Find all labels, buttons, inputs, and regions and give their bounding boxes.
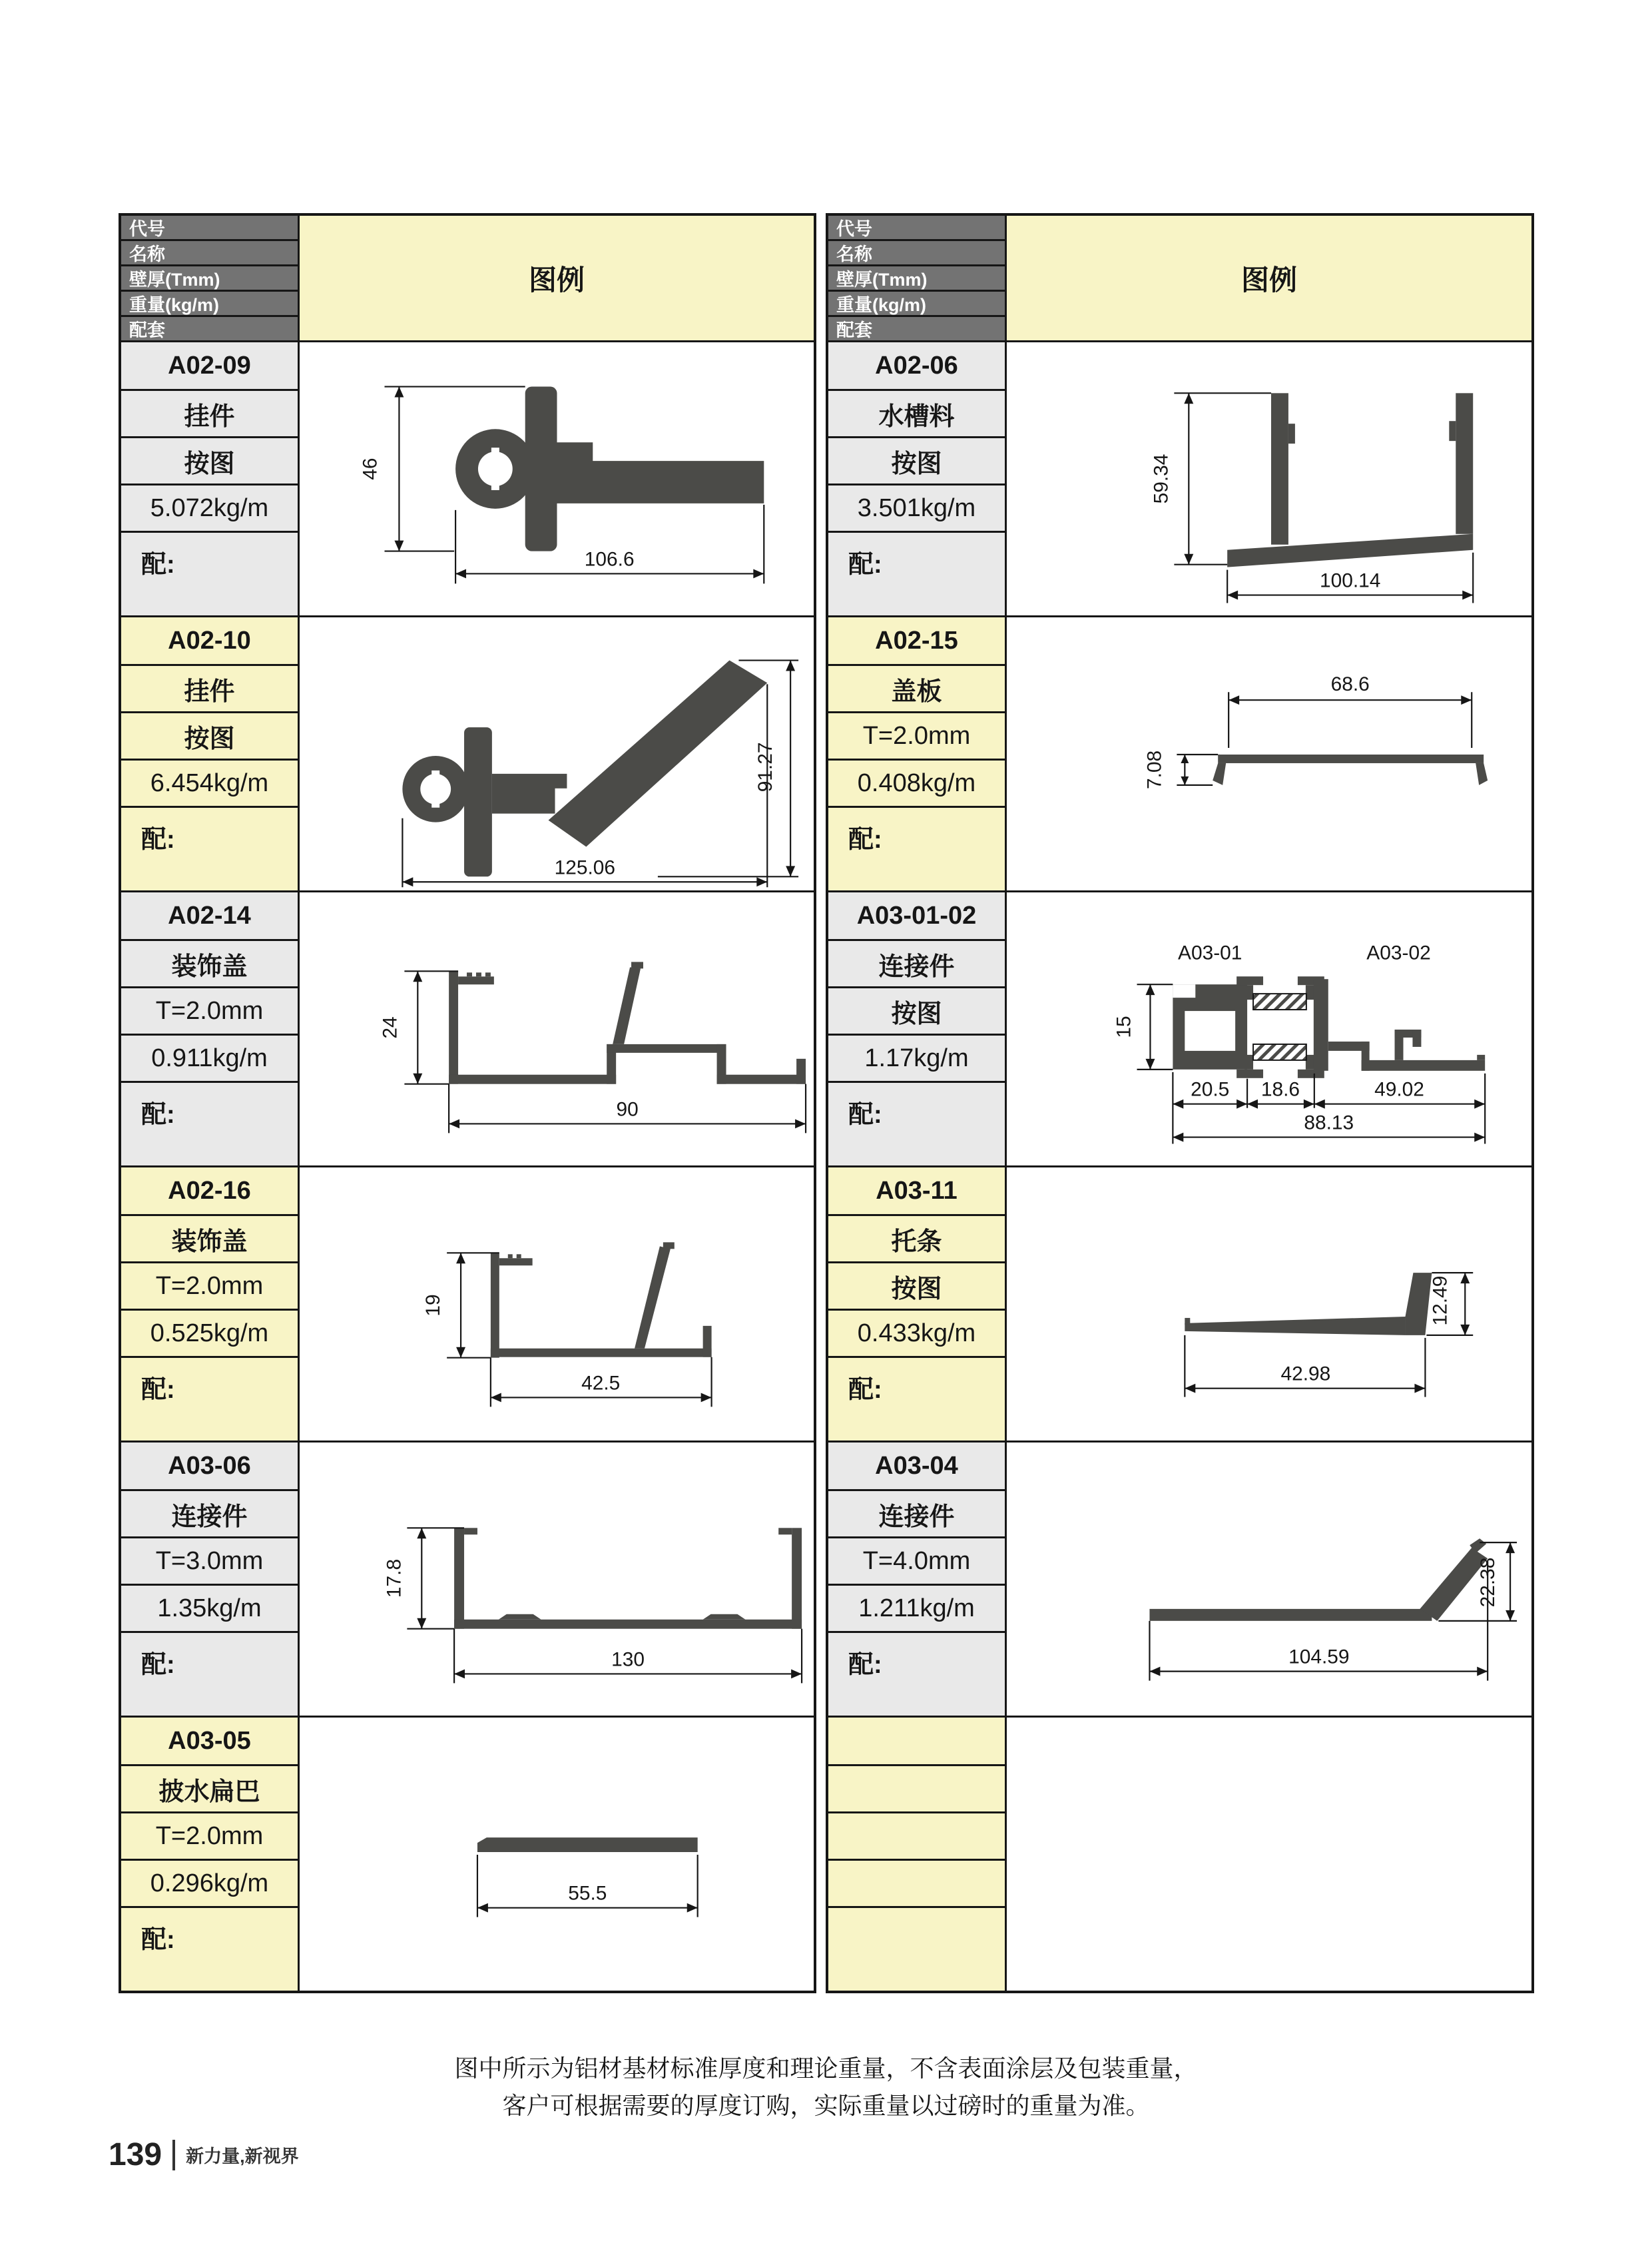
code-cell: A02-10 — [121, 617, 298, 664]
code-cell: A03-06 — [121, 1442, 298, 1489]
thickness-cell: T=4.0mm — [828, 1538, 1005, 1584]
weight-cell: 1.211kg/m — [828, 1586, 1005, 1631]
name-cell: 水槽料 — [828, 391, 1005, 436]
header-cell-weight: 重量(kg/m) — [121, 292, 298, 315]
thickness-cell: T=2.0mm — [121, 988, 298, 1034]
code-cell: A02-09 — [121, 342, 298, 389]
drawing-cell — [1007, 342, 1531, 615]
code-cell: A03-01-02 — [828, 892, 1005, 939]
legend-cell: 图例 — [300, 216, 814, 340]
name-cell: 挂件 — [121, 666, 298, 711]
weight-cell: 1.35kg/m — [121, 1586, 298, 1631]
name-cell: 盖板 — [828, 666, 1005, 711]
code-cell: A03-05 — [121, 1718, 298, 1764]
drawing-cell — [300, 1167, 814, 1441]
profile-table-left — [119, 213, 816, 1993]
thickness-cell — [828, 1813, 1005, 1859]
code-cell: A03-11 — [828, 1167, 1005, 1214]
dim-label: 88.13 — [1304, 1112, 1354, 1134]
name-cell: 连接件 — [121, 1491, 298, 1536]
dim-label: 12.49 — [1429, 1275, 1452, 1326]
weight-cell: 0.296kg/m — [121, 1861, 298, 1906]
code-cell: A02-14 — [121, 892, 298, 939]
match-cell — [828, 1908, 1005, 1991]
match-cell: 配: — [121, 808, 298, 890]
profile-row-labels — [828, 342, 1005, 615]
dim-label: 7.08 — [1143, 750, 1166, 790]
weight-cell: 0.408kg/m — [828, 761, 1005, 806]
dim-label: 130 — [611, 1648, 645, 1671]
dim-label: 100.14 — [1319, 569, 1381, 592]
weight-cell — [828, 1861, 1005, 1906]
header-cell-match: 配套 — [828, 317, 1005, 340]
name-cell — [828, 1766, 1005, 1811]
profile-row-labels — [121, 342, 298, 615]
header-cell-thickness: 壁厚(Tmm) — [121, 266, 298, 290]
dim-label: 55.5 — [568, 1882, 607, 1905]
page-footer — [109, 2136, 299, 2173]
match-cell: 配: — [828, 1358, 1005, 1441]
drawing-cell — [300, 892, 814, 1165]
dim-label: 106.6 — [584, 548, 635, 571]
footer-divider — [172, 2140, 175, 2170]
profile-row-labels — [121, 1442, 298, 1716]
drawing-cell — [1007, 892, 1531, 1165]
header-cell-match: 配套 — [121, 317, 298, 340]
dim-label: 42.98 — [1280, 1363, 1331, 1385]
profile-table-right — [826, 213, 1534, 1993]
dim-label: 15 — [1113, 1016, 1135, 1038]
profile-row-labels — [121, 1718, 298, 1991]
code-cell: A02-16 — [121, 1167, 298, 1214]
weight-cell: 3.501kg/m — [828, 485, 1005, 531]
thickness-cell: T=3.0mm — [121, 1538, 298, 1584]
match-cell: 配: — [121, 1633, 298, 1716]
dim-label: 20.5 — [1191, 1078, 1230, 1101]
weight-cell: 5.072kg/m — [121, 485, 298, 531]
header-cell-code: 代号 — [828, 216, 1005, 239]
dim-label: 22.38 — [1477, 1557, 1500, 1608]
dim-label: 19 — [422, 1294, 445, 1317]
profile-row-labels — [828, 1167, 1005, 1441]
profile-row-labels — [828, 892, 1005, 1165]
dim-label: 42.5 — [581, 1372, 621, 1395]
weight-cell: 6.454kg/m — [121, 761, 298, 806]
profile-drawing-a02-15 — [1007, 617, 1531, 890]
profile-drawing-a03-04 — [1007, 1442, 1531, 1716]
profile-row-labels — [121, 1167, 298, 1441]
part-label: A03-02 — [1366, 942, 1431, 964]
thickness-cell: T=2.0mm — [828, 713, 1005, 759]
match-cell: 配: — [828, 808, 1005, 890]
name-cell: 托条 — [828, 1216, 1005, 1261]
code-cell — [828, 1718, 1005, 1764]
footnote-line: 客户可根据需要的厚度订购，实际重量以过磅时的重量为准。 — [502, 2092, 1150, 2119]
profile-drawing-a03-11 — [1007, 1167, 1531, 1441]
weight-cell: 0.525kg/m — [121, 1311, 298, 1356]
profile-drawing-a03-01-02 — [1007, 892, 1531, 1165]
dim-label: 59.34 — [1150, 454, 1173, 504]
thickness-cell: 按图 — [828, 1263, 1005, 1309]
dim-label: 68.6 — [1330, 673, 1370, 696]
footer-tagline: 新力量,新视界 — [186, 2146, 299, 2166]
page-number: 139 — [109, 2137, 162, 2172]
match-cell: 配: — [828, 1083, 1005, 1165]
dim-label: 90 — [616, 1098, 639, 1121]
profile-drawing-a02-06 — [1007, 342, 1531, 615]
footnote — [0, 2050, 1652, 2124]
weight-cell: 1.17kg/m — [828, 1036, 1005, 1081]
thickness-cell: 按图 — [828, 438, 1005, 483]
profile-row-labels — [121, 892, 298, 1165]
dim-label: 104.59 — [1288, 1646, 1350, 1668]
profile-row-labels — [828, 1718, 1005, 1991]
name-cell: 披水扁巴 — [121, 1766, 298, 1811]
header-cell-code: 代号 — [121, 216, 298, 239]
thickness-cell: 按图 — [828, 988, 1005, 1034]
profile-drawing-a02-10 — [300, 617, 814, 890]
match-cell: 配: — [121, 533, 298, 615]
match-cell: 配: — [828, 533, 1005, 615]
thickness-cell: T=2.0mm — [121, 1813, 298, 1859]
drawing-cell — [1007, 1167, 1531, 1441]
thickness-cell: 按图 — [121, 713, 298, 759]
header-cell-weight: 重量(kg/m) — [828, 292, 1005, 315]
thickness-cell: T=2.0mm — [121, 1263, 298, 1309]
dim-label: 49.02 — [1374, 1078, 1424, 1101]
dim-label: 125.06 — [554, 856, 616, 879]
drawing-cell — [1007, 617, 1531, 890]
name-cell: 连接件 — [828, 1491, 1005, 1536]
dim-label: 24 — [379, 1016, 402, 1039]
match-cell: 配: — [121, 1083, 298, 1165]
name-cell: 装饰盖 — [121, 941, 298, 986]
match-cell: 配: — [121, 1358, 298, 1441]
profile-drawing-a02-14 — [300, 892, 814, 1165]
code-cell: A03-04 — [828, 1442, 1005, 1489]
code-cell: A02-06 — [828, 342, 1005, 389]
dim-label: 17.8 — [383, 1558, 406, 1598]
header-cell-thickness: 壁厚(Tmm) — [828, 266, 1005, 290]
header-cell-name: 名称 — [121, 241, 298, 264]
dim-label: 91.27 — [754, 742, 777, 793]
profile-drawing-a02-16 — [300, 1167, 814, 1441]
thickness-cell: 按图 — [121, 438, 298, 483]
part-label: A03-01 — [1178, 942, 1242, 964]
match-cell: 配: — [828, 1633, 1005, 1716]
legend-cell: 图例 — [1007, 216, 1531, 340]
footnote-line: 图中所示为铝材基材标准厚度和理论重量，不含表面涂层及包装重量， — [454, 2055, 1198, 2082]
drawing-cell — [300, 617, 814, 890]
header-cell-name: 名称 — [828, 241, 1005, 264]
name-cell: 连接件 — [828, 941, 1005, 986]
drawing-cell — [1007, 1442, 1531, 1716]
name-cell: 装饰盖 — [121, 1216, 298, 1261]
profile-drawing-a03-06 — [300, 1442, 814, 1716]
drawing-cell — [300, 1718, 814, 1991]
weight-cell: 0.433kg/m — [828, 1311, 1005, 1356]
weight-cell: 0.911kg/m — [121, 1036, 298, 1081]
profile-drawing-a03-05 — [300, 1718, 814, 1991]
profile-row-labels — [828, 1442, 1005, 1716]
code-cell: A02-15 — [828, 617, 1005, 664]
name-cell: 挂件 — [121, 391, 298, 436]
profile-row-labels — [828, 617, 1005, 890]
match-cell: 配: — [121, 1908, 298, 1991]
profile-drawing-a02-09 — [300, 342, 814, 615]
drawing-cell — [300, 342, 814, 615]
dim-label: 46 — [359, 458, 382, 480]
profile-row-labels — [121, 617, 298, 890]
drawing-cell — [1007, 1718, 1531, 1991]
drawing-cell — [300, 1442, 814, 1716]
dim-label: 18.6 — [1260, 1078, 1300, 1101]
